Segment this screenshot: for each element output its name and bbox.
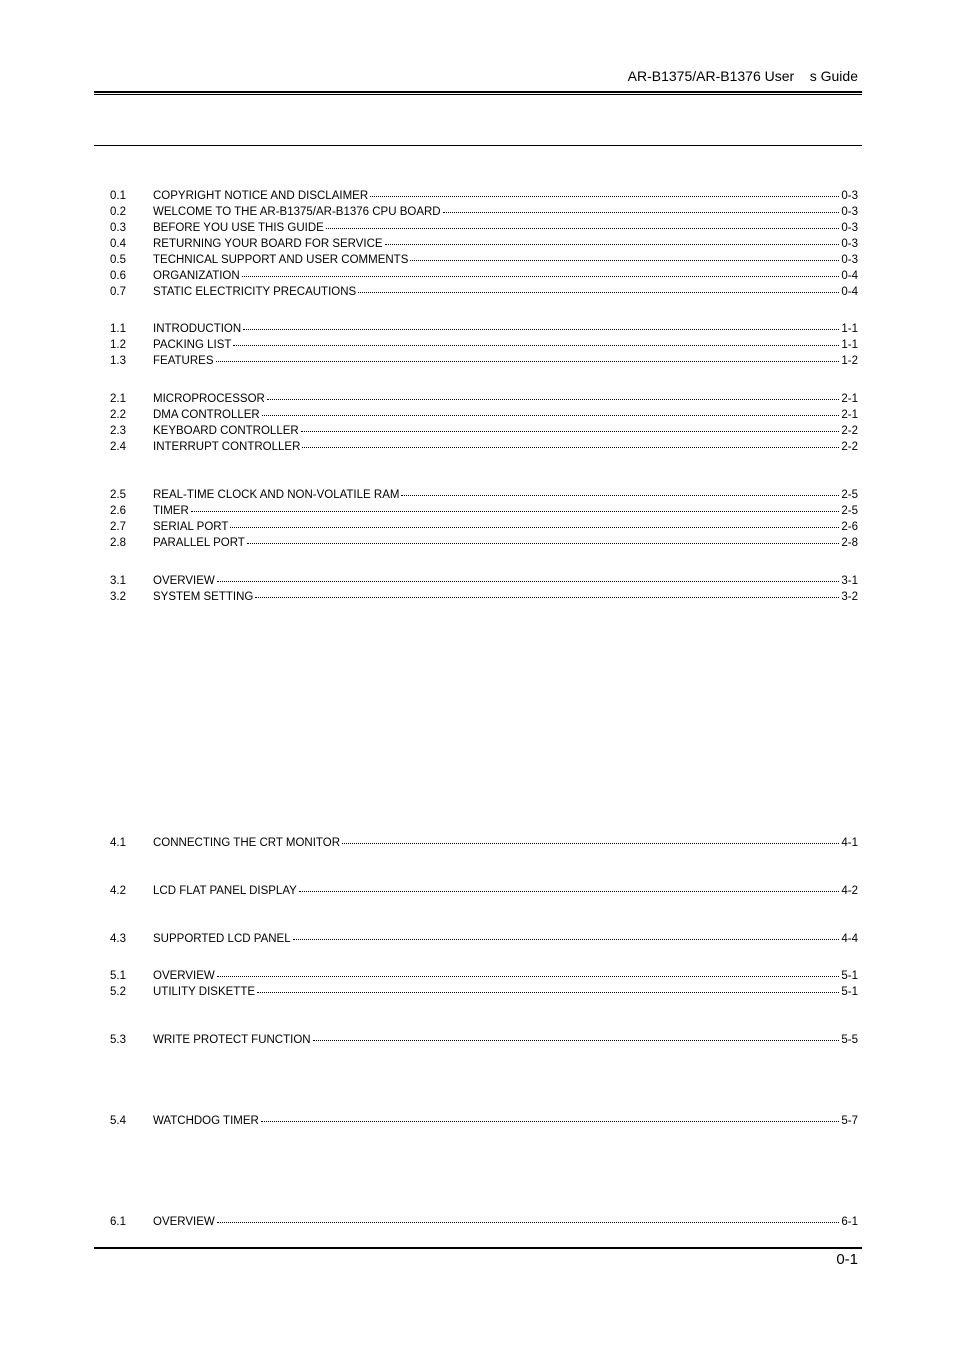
toc-entry-number: 2.3 <box>110 425 126 437</box>
toc-entry-number: 0.3 <box>110 222 126 234</box>
toc-dot-leader <box>385 234 840 245</box>
toc-entry-page: 0-3 <box>841 254 858 266</box>
toc-entry-number: 0.6 <box>110 270 126 282</box>
toc-entry[interactable] <box>110 353 858 367</box>
page-header-title: AR-B1375/AR-B1376 User s Guide <box>627 68 858 84</box>
toc-entry-number: 3.1 <box>110 575 126 587</box>
toc-dot-leader <box>443 202 840 213</box>
toc-entry-number: 5.3 <box>110 1034 126 1046</box>
toc-entry-number: 4.2 <box>110 885 126 897</box>
toc-entry[interactable] <box>110 487 858 501</box>
toc-entry-number: 0.2 <box>110 206 126 218</box>
toc-entry-page: 0-3 <box>841 238 858 250</box>
toc-dot-leader <box>301 421 840 432</box>
toc-entry[interactable] <box>110 268 858 282</box>
header-rule-top <box>94 91 862 93</box>
toc-entry-page: 3-2 <box>841 591 858 603</box>
header-rule-bottom <box>94 94 862 95</box>
toc-dot-leader <box>342 833 839 844</box>
toc-entry-title: RETURNING YOUR BOARD FOR SERVICE <box>153 238 383 250</box>
toc-entry[interactable] <box>110 535 858 549</box>
toc-entry-title: TIMER <box>153 505 189 517</box>
toc-entry-page: 5-1 <box>841 970 858 982</box>
toc-entry[interactable] <box>110 204 858 218</box>
toc-entry-number: 5.2 <box>110 986 126 998</box>
toc-entry[interactable] <box>110 337 858 351</box>
toc-entry-number: 5.1 <box>110 970 126 982</box>
toc-entry[interactable] <box>110 519 858 533</box>
toc-entry-number: 4.1 <box>110 837 126 849</box>
toc-entry-page: 2-5 <box>841 489 858 501</box>
toc-entry-title: SUPPORTED LCD PANEL <box>153 933 291 945</box>
toc-entry-page: 4-1 <box>841 837 858 849</box>
toc-dot-leader <box>313 1030 840 1041</box>
toc-entry-title: ORGANIZATION <box>153 270 240 282</box>
toc-dot-leader <box>293 929 840 940</box>
toc-entry-number: 3.2 <box>110 591 126 603</box>
toc-entry-number: 6.1 <box>110 1216 126 1228</box>
toc-entry-number: 2.5 <box>110 489 126 501</box>
toc-dot-leader <box>217 571 840 582</box>
toc-entry-title: COPYRIGHT NOTICE AND DISCLAIMER <box>153 190 369 202</box>
toc-entry[interactable] <box>110 503 858 517</box>
toc-entry-page: 0-3 <box>841 190 858 202</box>
toc-entry-page: 5-5 <box>841 1034 858 1046</box>
toc-entry-number: 1.1 <box>110 323 126 335</box>
toc-entry-number: 2.7 <box>110 521 126 533</box>
toc-entry[interactable] <box>110 391 858 405</box>
toc-dot-leader <box>255 587 839 598</box>
toc-entry-page: 2-5 <box>841 505 858 517</box>
toc-dot-leader <box>358 282 839 293</box>
toc-entry-title: OVERVIEW <box>153 1216 215 1228</box>
toc-entry-number: 1.2 <box>110 339 126 351</box>
toc-entry-page: 2-1 <box>841 409 858 421</box>
toc-dot-leader <box>243 319 839 330</box>
toc-entry[interactable] <box>110 220 858 234</box>
toc-entry-page: 4-2 <box>841 885 858 897</box>
toc-dot-leader <box>299 881 840 892</box>
toc-entry-number: 2.1 <box>110 393 126 405</box>
toc-dot-leader <box>261 1111 840 1122</box>
toc-entry-title: TECHNICAL SUPPORT AND USER COMMENTS <box>153 254 409 266</box>
toc-entry[interactable] <box>110 321 858 335</box>
toc-dot-leader <box>257 982 839 993</box>
toc-dot-leader <box>326 218 840 229</box>
toc-entry-page: 1-1 <box>841 323 858 335</box>
toc-entry-title: SYSTEM SETTING <box>153 591 254 603</box>
toc-entry-title: OVERVIEW <box>153 970 215 982</box>
toc-entry-page: 5-7 <box>841 1115 858 1127</box>
toc-entry-page: 2-1 <box>841 393 858 405</box>
toc-entry-title: WATCHDOG TIMER <box>153 1115 259 1127</box>
toc-entry-page: 1-1 <box>841 339 858 351</box>
toc-dot-leader <box>262 405 840 416</box>
toc-entry-title: INTRODUCTION <box>153 323 242 335</box>
toc-dot-leader <box>216 351 840 362</box>
toc-dot-leader <box>370 186 839 197</box>
toc-entry-title: OVERVIEW <box>153 575 215 587</box>
toc-entry-title: REAL-TIME CLOCK AND NON-VOLATILE RAM <box>153 489 400 501</box>
toc-entry-number: 2.4 <box>110 441 126 453</box>
toc-entry-number: 0.4 <box>110 238 126 250</box>
toc-entry-number: 1.3 <box>110 355 126 367</box>
toc-dot-leader <box>247 533 840 544</box>
toc-dot-leader <box>242 266 840 277</box>
toc-entry[interactable] <box>110 573 858 587</box>
section-divider <box>94 145 862 146</box>
toc-entry-title: UTILITY DISKETTE <box>153 986 256 998</box>
toc-entry-number: 2.6 <box>110 505 126 517</box>
toc-entry[interactable] <box>110 236 858 250</box>
toc-entry-number: 0.5 <box>110 254 126 266</box>
toc-entry-title: FEATURES <box>153 355 214 367</box>
toc-entry[interactable] <box>110 252 858 266</box>
toc-entry-title: LCD FLAT PANEL DISPLAY <box>153 885 297 897</box>
toc-entry[interactable] <box>110 984 858 998</box>
toc-entry-page: 5-1 <box>841 986 858 998</box>
toc-entry-title: WRITE PROTECT FUNCTION <box>153 1034 311 1046</box>
toc-entry-page: 0-3 <box>841 222 858 234</box>
toc-entry[interactable] <box>110 439 858 453</box>
toc-dot-leader <box>217 1212 840 1223</box>
toc-dot-leader <box>217 966 840 977</box>
toc-dot-leader <box>302 437 839 448</box>
toc-entry[interactable] <box>110 968 858 982</box>
toc-entry-page: 6-1 <box>841 1216 858 1228</box>
toc-entry-title: SERIAL PORT <box>153 521 229 533</box>
toc-entry-title: DMA CONTROLLER <box>153 409 260 421</box>
toc-dot-leader <box>410 250 839 261</box>
toc-dot-leader <box>230 517 839 528</box>
toc-entry-title: STATIC ELECTRICITY PRECAUTIONS <box>153 286 357 298</box>
toc-entry-title: MICROPROCESSOR <box>153 393 265 405</box>
toc-entry-page: 2-6 <box>841 521 858 533</box>
toc-entry-title: KEYBOARD CONTROLLER <box>153 425 299 437</box>
toc-entry[interactable] <box>110 1032 858 1046</box>
toc-entry-page: 0-3 <box>841 206 858 218</box>
toc-entry-title: INTERRUPT CONTROLLER <box>153 441 301 453</box>
toc-entry-title: CONNECTING THE CRT MONITOR <box>153 837 340 849</box>
toc-entry[interactable] <box>110 423 858 437</box>
toc-entry-title: PACKING LIST <box>153 339 232 351</box>
footer-rule <box>94 1247 862 1249</box>
toc-entry-number: 5.4 <box>110 1115 126 1127</box>
toc-entry-page: 1-2 <box>841 355 858 367</box>
toc-entry-page: 3-1 <box>841 575 858 587</box>
toc-entry-number: 0.1 <box>110 190 126 202</box>
toc-entry-page: 4-4 <box>841 933 858 945</box>
toc-dot-leader <box>401 485 839 496</box>
toc-entry-page: 2-2 <box>841 441 858 453</box>
toc-dot-leader <box>191 501 840 512</box>
toc-entry[interactable] <box>110 284 858 298</box>
toc-entry-number: 0.7 <box>110 286 126 298</box>
toc-entry-number: 2.2 <box>110 409 126 421</box>
toc-entry[interactable] <box>110 1113 858 1127</box>
toc-dot-leader <box>267 389 840 400</box>
toc-entry[interactable] <box>110 835 858 849</box>
toc-entry-number: 4.3 <box>110 933 126 945</box>
toc-entry-page: 2-8 <box>841 537 858 549</box>
toc-entry[interactable] <box>110 188 858 202</box>
toc-entry[interactable] <box>110 407 858 421</box>
toc-entry-page: 2-2 <box>841 425 858 437</box>
toc-entry-page: 0-4 <box>841 286 858 298</box>
toc-entry[interactable] <box>110 931 858 945</box>
toc-entry-page: 0-4 <box>841 270 858 282</box>
toc-dot-leader <box>233 335 839 346</box>
toc-entry[interactable] <box>110 883 858 897</box>
toc-entry-number: 2.8 <box>110 537 126 549</box>
toc-entry-title: PARALLEL PORT <box>153 537 245 549</box>
toc-entry-title: WELCOME TO THE AR-B1375/AR-B1376 CPU BOARD <box>153 206 441 218</box>
toc-entry[interactable] <box>110 589 858 603</box>
toc-entry[interactable] <box>110 1214 858 1228</box>
footer-page-number: 0-1 <box>836 1251 858 1268</box>
toc-entry-title: BEFORE YOU USE THIS GUIDE <box>153 222 324 234</box>
